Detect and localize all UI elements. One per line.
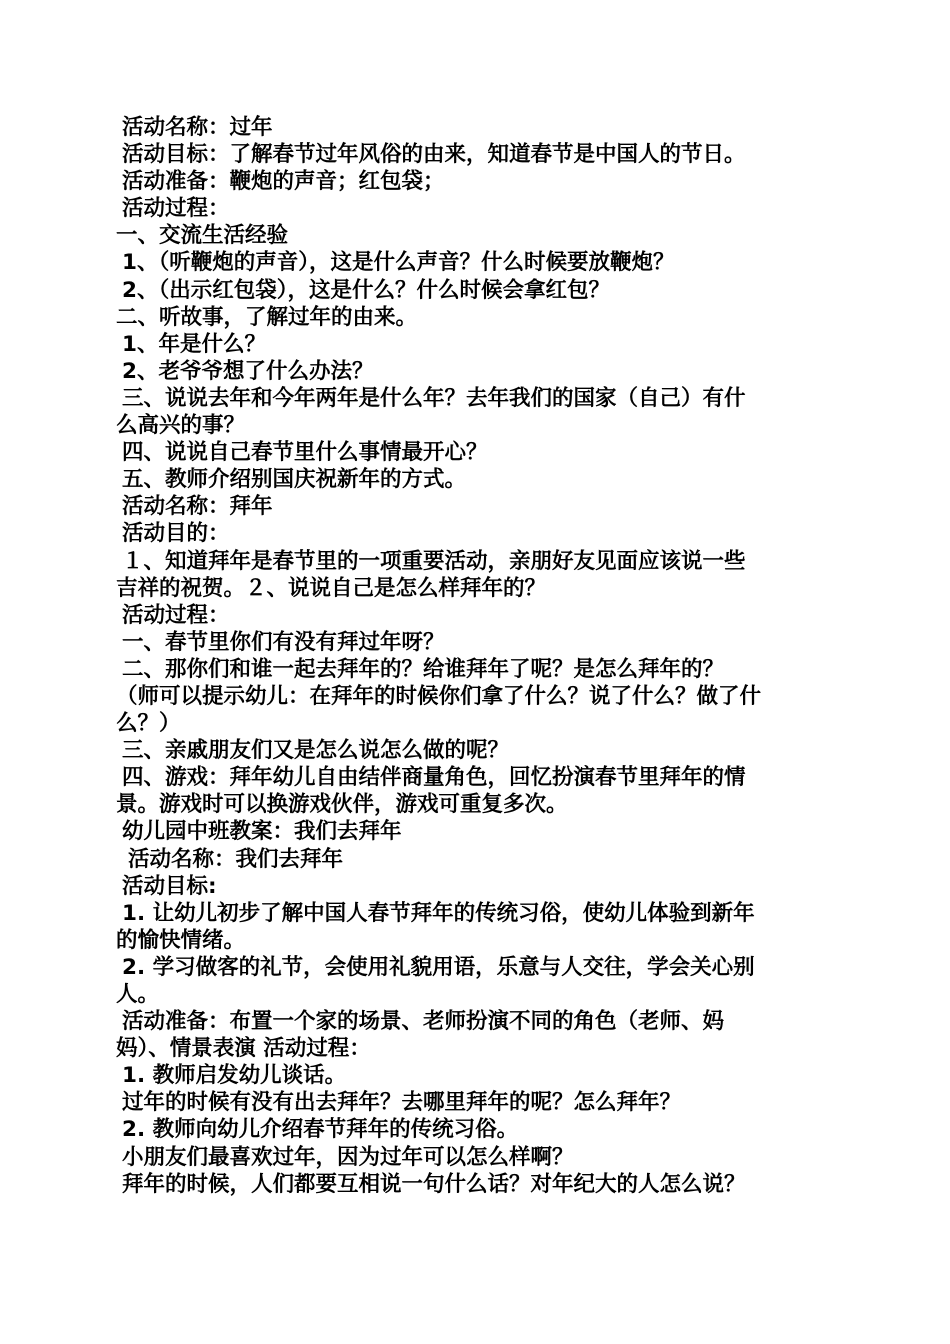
text-line: 小朋友们最喜欢过年，因为过年可以怎么样啊？ [122, 1144, 574, 1170]
text-line: 2、老爷爷想了什么办法？ [122, 358, 374, 384]
text-line: 活动名称：我们去拜年 [128, 846, 344, 872]
text-line: 2. 学习做客的礼节，会使用礼貌用语，乐意与人交往，学会关心别 [122, 954, 755, 980]
text-line: 1. 教师启发幼儿谈话。 [122, 1063, 347, 1089]
text-line: 幼儿园中班教案：我们去拜年 [122, 819, 402, 845]
text-line: 么？） [116, 711, 181, 737]
text-line: 活动过程： [122, 602, 230, 628]
text-line: 2. 教师向幼儿介绍春节拜年的传统习俗。 [122, 1117, 519, 1143]
text-line: 活动过程： [122, 196, 230, 222]
text-line: 2、（出示红包袋），这是什么？什么时候会拿红包？ [122, 277, 610, 303]
text-line: 的愉快情绪。 [116, 927, 246, 953]
text-line: 1. 让幼儿初步了解中国人春节拜年的传统习俗，使幼儿体验到新年 [122, 900, 755, 926]
text-line: 拜年的时候，人们都要互相说一句什么话？对年纪大的人怎么说？ [122, 1171, 746, 1197]
text-line: （师可以提示幼儿：在拜年的时候你们拿了什么？说了什么？做了什 [116, 683, 762, 709]
document-body [116, 114, 836, 1198]
text-line: 四、游戏：拜年幼儿自由结伴商量角色，回忆扮演春节里拜年的情 [122, 765, 746, 791]
text-line: 活动名称：过年 [122, 115, 273, 140]
text-line: 二、听故事，了解过年的由来。 [116, 304, 418, 330]
text-line: 1、年是什么？ [122, 331, 266, 357]
text-line: 景。游戏时可以换游戏伙伴，游戏可重复多次。 [116, 792, 568, 818]
text-line: 过年的时候有没有出去拜年？去哪里拜年的呢？怎么拜年？ [122, 1090, 682, 1116]
text-line: 四、说说自己春节里什么事情最开心？ [122, 440, 488, 466]
text-line: 活动目标：了解春节过年风俗的由来，知道春节是中国人的节日。 [122, 142, 746, 168]
text-line: 活动名称：拜年 [122, 494, 273, 520]
text-line: 二、那你们和谁一起去拜年的？给谁拜年了呢？是怎么拜年的？ [122, 656, 725, 682]
text-line: 活动目的： [122, 521, 230, 547]
text-line: 三、说说去年和今年两年是什么年？去年我们的国家（自己）有什 [122, 385, 746, 411]
text-line: 活动准备：鞭炮的声音；红包袋； [122, 169, 445, 195]
text-line: 活动准备：布置一个家的场景、老师扮演不同的角色（老师、妈 [122, 1009, 725, 1035]
text-line: 一、春节里你们有没有拜过年呀？ [122, 629, 445, 655]
text-line: 五、教师介绍别国庆祝新年的方式。 [122, 467, 467, 493]
text-line: 活动目标: [122, 873, 217, 899]
text-line: 妈）、情景表演 活动过程： [116, 1036, 371, 1062]
text-line: 么高兴的事？ [116, 413, 246, 439]
text-line: 1、（听鞭炮的声音），这是什么声音？什么时候要放鞭炮？ [122, 250, 675, 276]
text-line: １、知道拜年是春节里的一项重要活动，亲朋好友见面应该说一些 [122, 548, 746, 574]
text-line: 三、亲戚朋友们又是怎么说怎么做的呢？ [122, 738, 510, 764]
text-line: 吉祥的祝贺。２、说说自己是怎么样拜年的？ [116, 575, 547, 601]
text-line: 人。 [116, 982, 160, 1007]
text-line: 一、交流生活经验 [116, 223, 289, 249]
